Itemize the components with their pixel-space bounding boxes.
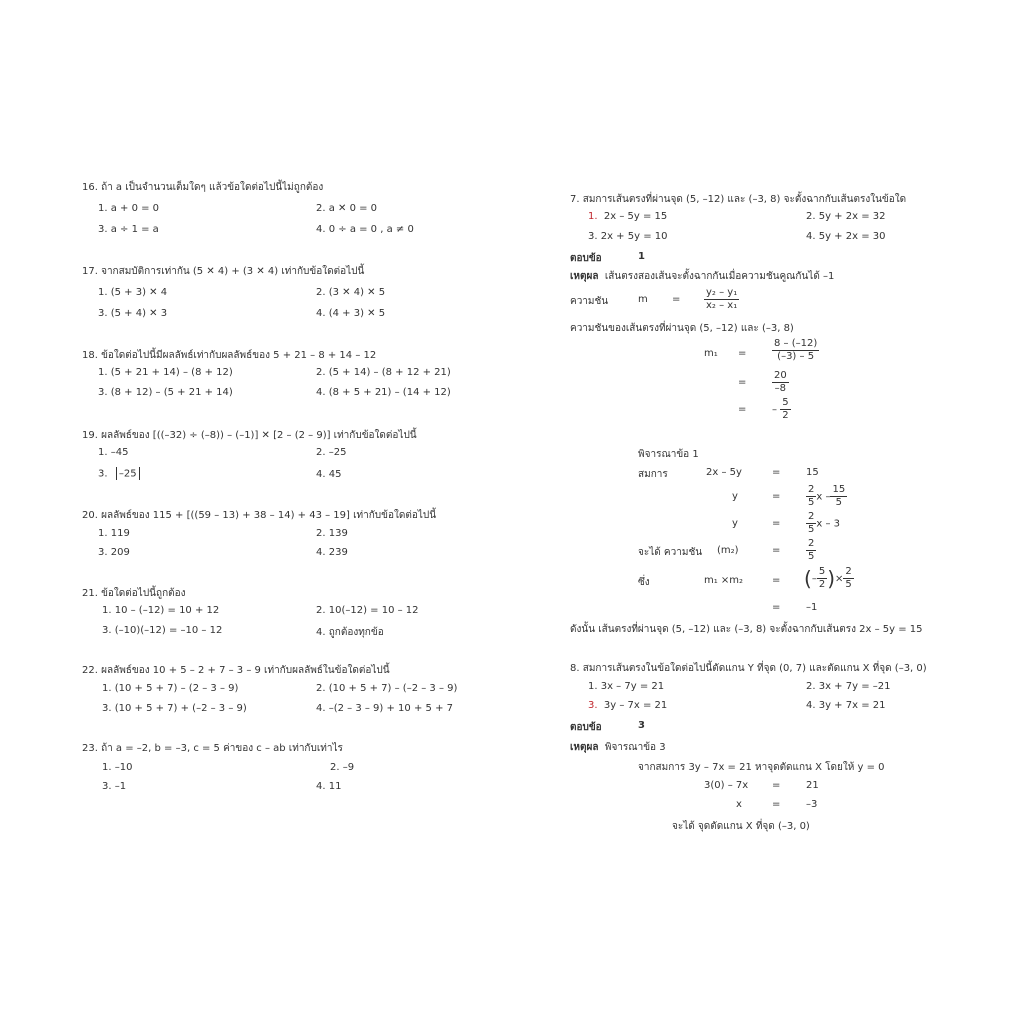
slope-step-1 [772,338,819,363]
q8-option-3-text: 3y – 7x = 21 [603,700,668,711]
q19-option-1: 1. –45 [98,447,129,458]
y-label-2: y [732,518,738,529]
consider-option-1: พิจารณาข้อ 1 [638,449,699,460]
question-23-title: 23. ถ้า a = –2, b = –3, c = 5 ค่าของ c – ab เท่ากับเท่าไร [82,743,343,754]
q17-option-3: 3. (5 + 4) ✕ 3 [98,308,168,319]
y-label-1: y [732,491,738,502]
q19-option-2: 2. –25 [316,447,347,458]
q8-l2-lhs: 3(0) – 7x [704,780,749,791]
q7-answer-label: ตอบข้อ [570,253,602,264]
q7-reason [570,269,834,284]
m2-denominator: 5 [808,551,815,562]
y1-numerator-2: 15 [832,484,846,495]
question-17-title: 17. จากสมบัติการเท่ากัน (5 ✕ 4) + (3 ✕ 4) เท่ากับข้อใดต่อไปนี้ [82,266,365,277]
q7-answer-value: 1 [638,251,645,262]
q7-option-4: 4. 5y + 2x = 30 [806,231,886,242]
q22-option-3: 3. (10 + 5 + 7) + (–2 – 3 – 9) [102,703,247,714]
m1-equals: = [738,348,747,359]
q22-option-1: 1. (10 + 5 + 7) – (2 – 3 – 9) [102,683,239,694]
q8-line-1: จากสมการ 3y – 7x = 21 หาจุดตัดแกน X โดยให้ y = 0 [638,762,885,773]
q8-l2-equals: = [772,780,781,791]
q20-option-2: 2. 139 [316,528,348,539]
step2-equals: = [738,377,747,388]
y1-equals: = [772,491,781,502]
m2-equals: = [772,545,781,556]
equation-equals: = [772,467,781,478]
q7-option-1-text: 2x – 5y = 15 [603,211,668,222]
equation-label: สมการ [638,469,668,480]
q22-option-2: 2. (10 + 5 + 7) – (–2 – 3 – 9) [316,683,458,694]
step2-numerator: 20 [774,370,787,381]
q16-option-1: 1. a + 0 = 0 [98,203,160,214]
q18-option-3: 3. (8 + 12) – (5 + 21 + 14) [98,387,233,398]
step3-sign: – [772,404,777,416]
q21-option-4: 4. ถูกต้องทุกข้อ [316,627,384,638]
q20-option-1: 1. 119 [98,528,130,539]
y1-denominator: 5 [808,497,815,508]
product-numerator: 5 [818,566,826,577]
question-20-title: 20. ผลลัพธ์ของ 115 + [((59 – 13) + 38 – 14) + 43 – 19] เท่ากับข้อใดต่อไปนี้ [82,510,437,521]
abs-bar-left [116,467,117,480]
step3-numerator: 5 [782,397,789,408]
product-numerator-2: 2 [845,566,852,577]
question-8-title: 8. สมการเส้นตรงในข้อใดต่อไปนี้ตัดแกน Y ที่จุด (0, 7) และตัดแกน X ที่จุด (–3, 0) [570,663,927,674]
m1-m2-label: m₁ ×m₂ [704,575,744,586]
q7-conclusion: ดังนั้น เส้นตรงที่ผ่านจุด (5, –12) และ (–3, 8) จะตั้งฉากกับเส้นตรง 2x – 5y = 15 [570,624,923,635]
q7-option-1-number: 1. [588,211,598,222]
q19-option-3-value: –25 [118,468,137,480]
m1-label: m₁ [704,348,718,359]
q21-option-2: 2. 10(–12) = 10 – 12 [316,605,419,616]
q23-option-3: 3. –1 [102,781,127,792]
equation-lhs: 2x – 5y [706,467,742,478]
q21-option-3: 3. (–10)(–12) = –10 – 12 [102,625,223,636]
equation-rhs: 15 [806,467,819,478]
q17-option-4: 4. (4 + 3) ✕ 5 [316,308,386,319]
slope-m: m [638,294,648,305]
q8-answer-label: ตอบข้อ [570,722,602,733]
product-equals: = [772,575,781,586]
y1-numerator: 2 [808,484,815,495]
step3-denominator: 2 [782,410,789,421]
product-denominator-2: 5 [845,579,852,590]
step1-numerator: 8 – (–12) [774,338,818,349]
y2-numerator: 2 [808,511,815,522]
q8-l3-rhs: –3 [806,799,818,810]
slope-label: ความชัน [570,296,609,307]
q17-option-2: 2. (3 ✕ 4) ✕ 5 [316,287,386,298]
y1-denominator-2: 5 [835,497,843,508]
q20-option-3: 3. 209 [98,547,130,558]
q22-option-4: 4. –(2 – 3 – 9) + 10 + 5 + 7 [316,703,453,714]
q7-reason-text: เส้นตรงสองเส้นจะตั้งฉากกันเมื่อความชันคูณกันได้ –1 [604,271,835,282]
get-slope-label: จะได้ ความชัน [638,547,703,558]
q7-option-2: 2. 5y + 2x = 32 [806,211,886,222]
slope-product: (– $\frac{5}{2}$ )× $\frac{2}{5}$ [804,566,852,591]
slope-equals: = [672,294,681,305]
q19-option-3 [98,467,142,480]
slope-formula [704,287,739,312]
product-denominator: 2 [818,579,826,590]
q18-option-2: 2. (5 + 14) – (8 + 12 + 21) [316,367,451,378]
q19-option-3-number: 3. [98,468,108,480]
q18-option-1: 1. (5 + 21 + 14) – (8 + 12) [98,367,233,378]
q23-option-1: 1. –10 [102,762,133,773]
question-7-title: 7. สมการเส้นตรงที่ผ่านจุด (5, –12) และ (–3, 8) จะตั้งฉากกับเส้นตรงในข้อใด [570,194,907,205]
question-16-title: 16. ถ้า a เป็นจำนวนเต็มใดๆ แล้วข้อใดต่อไปนี้ไม่ถูกต้อง [82,182,324,193]
product-result: –1 [806,602,818,613]
question-19-title: 19. ผลลัพธ์ของ [((–32) ÷ (–8)) – (–1)] ✕ [2 – (2 – 9)] เท่ากับข้อใดต่อไปนี้ [82,430,417,441]
m2-label: (m₂) [717,545,739,556]
q8-l3-equals: = [772,799,781,810]
q8-l3-lhs: x [736,799,742,810]
product-sign: – [811,573,817,585]
q8-option-1: 1. 3x – 7y = 21 [588,681,665,692]
y2-denominator: 5 [808,524,815,535]
step1-denominator: (–3) – 5 [777,351,815,362]
step2-denominator: –8 [774,383,787,394]
question-21-title: 21. ข้อใดต่อไปนี้ถูกต้อง [82,588,186,599]
y2-equals: = [772,518,781,529]
slope-line-label: ความชันของเส้นตรงที่ผ่านจุด (5, –12) และ (–3, 8) [570,323,794,334]
abs-bar-right [139,467,140,480]
q17-option-1: 1. (5 + 3) ✕ 4 [98,287,168,298]
slope-formula-denominator: x₂ – x₁ [706,300,738,311]
result-equals: = [772,602,781,613]
q8-l2-rhs: 21 [806,780,819,791]
q8-option-4: 4. 3y + 7x = 21 [806,700,886,711]
q18-option-4: 4. (8 + 5 + 21) – (14 + 12) [316,387,451,398]
which-label: ซึ่ง [638,577,650,588]
q23-option-4: 4. 11 [316,781,342,792]
y1-middle: x – [816,491,831,503]
q8-option-3-number: 3. [588,700,598,711]
y-rearranged-1 [806,484,847,509]
q8-option-2: 2. 3x + 7y = –21 [806,681,891,692]
q19-option-4: 4. 45 [316,469,342,480]
q20-option-4: 4. 239 [316,547,348,558]
right-page [512,0,1024,1024]
q7-option-1 [588,211,667,222]
q8-answer-value: 3 [638,720,645,731]
question-18-title: 18. ข้อใดต่อไปนี้มีผลลัพธ์เท่ากับผลลัพธ์ของ 5 + 21 – 8 + 14 – 12 [82,350,377,361]
q16-option-4: 4. 0 ÷ a = 0 , a ≠ 0 [316,224,414,235]
y2-tail: x – 3 [816,518,841,530]
m2-numerator: 2 [808,538,815,549]
q8-option-3 [588,700,667,711]
q16-option-2: 2. a ✕ 0 = 0 [316,203,378,214]
q8-reason [570,740,666,755]
q21-option-1: 1. 10 – (–12) = 10 + 12 [102,605,220,616]
q8-reason-text: พิจารณาข้อ 3 [604,742,666,753]
slope-formula-numerator: y₂ – y₁ [706,287,738,298]
q7-reason-label: เหตุผล [570,271,599,282]
slope-step-2 [772,370,789,395]
question-22-title: 22. ผลลัพธ์ของ 10 + 5 – 2 + 7 – 3 – 9 เท่ากับผลลัพธ์ในข้อใดต่อไปนี้ [82,665,390,676]
product-times: × [835,573,844,585]
q16-option-3: 3. a ÷ 1 = a [98,224,159,235]
q8-line-4: จะได้ จุดตัดแกน X ที่จุด (–3, 0) [672,821,810,832]
step3-equals: = [738,404,747,415]
q8-reason-label: เหตุผล [570,742,599,753]
y-rearranged-2 [806,511,840,536]
q23-option-2: 2. –9 [330,762,355,773]
m2-value [806,538,816,563]
q7-option-3: 3. 2x + 5y = 10 [588,231,668,242]
slope-step-3 [772,397,791,422]
